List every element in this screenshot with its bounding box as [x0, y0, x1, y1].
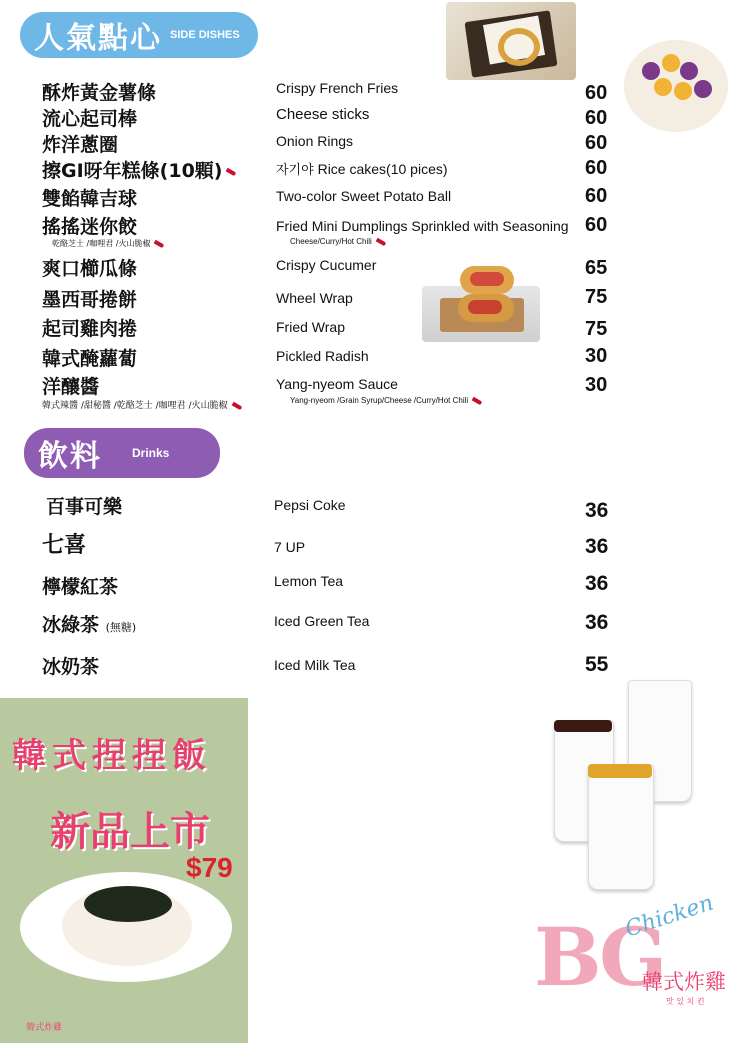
side-dishes-title-en: SIDE DISHES	[170, 29, 240, 41]
drink-en-green-tea: Iced Green Tea	[274, 613, 370, 629]
item-zh-cucumber: 爽口櫛瓜條	[42, 258, 138, 280]
drink-en-lemon-tea: Lemon Tea	[274, 573, 344, 589]
brand-logo	[534, 890, 730, 1030]
brand-mark: BG	[534, 910, 664, 1004]
promo-headline: 新品上市	[50, 809, 210, 855]
item-price-rice-cakes: 60	[585, 157, 608, 179]
drink-zh-lemon-tea: 檸檬紅茶	[42, 576, 119, 598]
promo-title: 韓式捏捏飯	[12, 736, 212, 776]
item-price-sweet-potato-ball: 60	[585, 185, 608, 207]
item-sub-zh-mini-dumplings-text: 乾酪芝士 /咖哩君 /火山脆椒	[52, 239, 151, 248]
item-sub-en-sauce-text: Yang-nyeom /Grain Syrup/Cheese /Curry/Hot Chili	[290, 396, 469, 405]
promo-poster	[0, 698, 248, 1043]
item-en-fried-wrap: Fried Wrap	[276, 319, 345, 335]
item-zh-rice-cakes-text: 擦GI呀年糕條(10顆)	[42, 160, 223, 182]
brand-script: Chicken	[622, 890, 717, 943]
drink-en-pepsi: Pepsi Coke	[274, 497, 346, 513]
item-en-sauce: Yang-nyeom Sauce	[276, 376, 398, 392]
item-sub-zh-sauce	[42, 398, 242, 411]
item-zh-fries: 酥炸黃金薯條	[42, 82, 157, 104]
side-dishes-header	[20, 12, 258, 58]
promo-price: $79	[186, 852, 233, 883]
item-zh-rice-cakes	[42, 156, 236, 183]
item-en-onion-rings: Onion Rings	[276, 133, 354, 149]
item-price-mini-dumplings: 60	[585, 214, 608, 236]
item-en-cheese-sticks: Cheese sticks	[276, 106, 370, 123]
item-price-cheese-sticks: 60	[585, 107, 608, 129]
item-en-mini-dumplings: Fried Mini Dumplings Sprinkled with Seasoning	[276, 218, 569, 234]
item-en-sweet-potato-ball: Two-color Sweet Potato Ball	[276, 188, 452, 204]
drink-zh-green-tea-text: 冰綠茶	[42, 614, 100, 636]
item-zh-sauce: 洋釀醬	[42, 376, 100, 398]
chili-icon	[154, 239, 165, 247]
item-zh-pickled-radish: 韓式醃蘿蔔	[42, 348, 138, 370]
item-en-rice-cakes	[276, 159, 448, 178]
item-en-fries: Crispy French Fries	[276, 80, 399, 96]
chili-icon	[375, 238, 386, 246]
item-en-rice-cakes-prefix: 자기야	[276, 163, 314, 178]
side-dishes-title-zh: 人氣點心	[34, 21, 162, 56]
chili-icon	[472, 397, 483, 405]
drink-price-pepsi: 36	[585, 499, 609, 522]
drink-zh-green-tea-note: (無糖)	[105, 621, 137, 634]
drink-en-7up: 7 UP	[274, 539, 306, 555]
item-en-rice-cakes-text: Rice cakes(10 pices)	[317, 161, 448, 177]
item-zh-cheese-sticks: 流心起司棒	[42, 108, 138, 130]
item-sub-zh-sauce-text: 韓式辣醬 /甜秘醬 /乾酪芝士 /咖哩君 /火山脆椒	[42, 401, 228, 411]
item-price-wheel-wrap: 75	[585, 286, 608, 308]
brand-name-zh: 韓式炸雞	[642, 970, 726, 994]
drink-zh-green-tea	[42, 610, 136, 637]
sweet-potato-ball-photo	[624, 40, 728, 132]
drinks-cups-photo	[548, 676, 698, 896]
drink-zh-milk-tea: 冰奶茶	[42, 656, 100, 678]
item-en-pickled-radish: Pickled Radish	[276, 348, 369, 364]
drinks-title-zh: 飲料	[38, 439, 102, 474]
chili-icon	[226, 167, 237, 175]
item-en-cucumber: Crispy Cucumer	[276, 257, 377, 273]
item-price-sauce: 30	[585, 374, 608, 396]
item-price-fries: 60	[585, 82, 608, 104]
drink-price-7up: 36	[585, 535, 609, 558]
item-price-cucumber: 65	[585, 257, 608, 279]
item-sub-en-mini-dumplings-text: Cheese/Curry/Hot Chili	[290, 237, 372, 246]
drink-en-milk-tea: Iced Milk Tea	[274, 657, 356, 673]
drinks-title-en: Drinks	[132, 446, 170, 460]
item-price-pickled-radish: 30	[585, 345, 608, 367]
onion-rings-photo	[446, 2, 576, 80]
item-price-fried-wrap: 75	[585, 318, 608, 340]
item-zh-sweet-potato-ball: 雙餡韓吉球	[42, 188, 138, 210]
item-zh-onion-rings: 炸洋蔥圈	[42, 134, 119, 156]
item-sub-en-mini-dumplings	[290, 237, 386, 246]
item-en-wheel-wrap: Wheel Wrap	[276, 290, 353, 306]
item-sub-zh-mini-dumplings	[52, 238, 164, 249]
brand-tagline: 맛 있 치 킨	[666, 997, 705, 1006]
item-sub-en-sauce	[290, 396, 482, 405]
drink-price-green-tea: 36	[585, 611, 609, 634]
item-zh-fried-wrap: 起司雞肉捲	[42, 318, 138, 340]
drink-price-lemon-tea: 36	[585, 572, 609, 595]
item-zh-mini-dumplings: 搖搖迷你餃	[42, 216, 138, 238]
drink-price-milk-tea: 55	[585, 653, 609, 676]
drink-zh-pepsi: 百事可樂	[46, 496, 123, 518]
item-zh-wheel-wrap: 墨西哥捲餅	[42, 289, 138, 311]
drinks-header	[24, 428, 220, 478]
wrap-food-photo	[456, 264, 518, 324]
rice-plate-image	[20, 872, 232, 982]
promo-brand: 韓式炸雞	[26, 1023, 63, 1033]
chili-icon	[231, 401, 242, 409]
drink-zh-7up: 七喜	[42, 533, 87, 558]
item-price-onion-rings: 60	[585, 132, 608, 154]
